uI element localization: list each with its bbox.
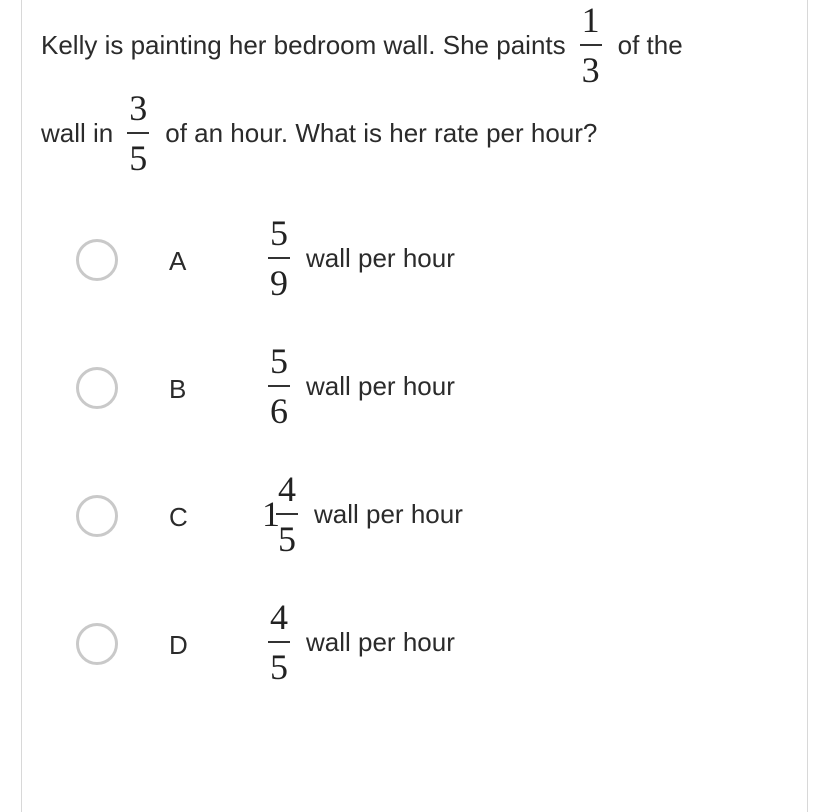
- fraction-denominator: 9: [270, 263, 288, 303]
- question-line-1: [41, 2, 683, 88]
- fraction-bar: [127, 132, 149, 134]
- radio-button-a[interactable]: [76, 239, 118, 281]
- fraction-denominator: 5: [270, 647, 288, 687]
- fraction-bar: [580, 44, 602, 46]
- answer-option-a[interactable]: [76, 212, 676, 312]
- answer-option-b[interactable]: [76, 340, 676, 440]
- option-fraction-b: [268, 343, 290, 429]
- question-line-2: [41, 90, 597, 176]
- fraction-denominator: 5: [278, 519, 296, 559]
- mixed-number-whole: 1: [262, 494, 280, 534]
- fraction-numerator: 1: [581, 0, 600, 40]
- fraction-bar: [276, 513, 298, 515]
- option-fraction-d: [268, 599, 290, 685]
- option-text-c: wall per hour: [314, 498, 463, 529]
- radio-button-c[interactable]: [76, 495, 118, 537]
- option-letter-d: D: [169, 630, 188, 660]
- fraction-denominator: 6: [270, 391, 288, 431]
- option-letter-a: A: [169, 246, 187, 276]
- radio-button-b[interactable]: [76, 367, 118, 409]
- option-fraction-a: [268, 215, 290, 301]
- option-text-d: wall per hour: [306, 626, 455, 657]
- answer-option-d[interactable]: [76, 596, 676, 696]
- question-line-1-end: of the: [617, 30, 683, 60]
- option-answer-c: [262, 471, 463, 557]
- option-fraction-c: [276, 471, 298, 557]
- fraction-bar: [268, 257, 290, 259]
- fraction-one-third: [580, 2, 602, 88]
- option-letter-c: C: [169, 502, 188, 532]
- question-line-1-start: Kelly is painting her bedroom wall. She paints: [41, 30, 566, 60]
- option-answer-b: [266, 343, 455, 429]
- fraction-numerator: 3: [129, 88, 148, 128]
- answer-option-c[interactable]: [76, 468, 676, 568]
- question-line-2-start: wall in: [41, 118, 114, 148]
- option-answer-d: [266, 599, 455, 685]
- radio-button-d[interactable]: [76, 623, 118, 665]
- fraction-numerator: 4: [270, 597, 288, 637]
- fraction-denominator: 3: [581, 50, 600, 90]
- option-answer-a: [266, 215, 455, 301]
- fraction-bar: [268, 641, 290, 643]
- fraction-numerator: 5: [270, 341, 288, 381]
- fraction-numerator: 4: [278, 469, 296, 509]
- option-text-b: wall per hour: [306, 370, 455, 401]
- fraction-three-fifths: [127, 90, 149, 176]
- option-letter-b: B: [169, 374, 187, 404]
- fraction-bar: [268, 385, 290, 387]
- question-line-2-end: of an hour. What is her rate per hour?: [165, 118, 598, 148]
- fraction-numerator: 5: [270, 213, 288, 253]
- fraction-denominator: 5: [129, 138, 148, 178]
- option-text-a: wall per hour: [306, 242, 455, 273]
